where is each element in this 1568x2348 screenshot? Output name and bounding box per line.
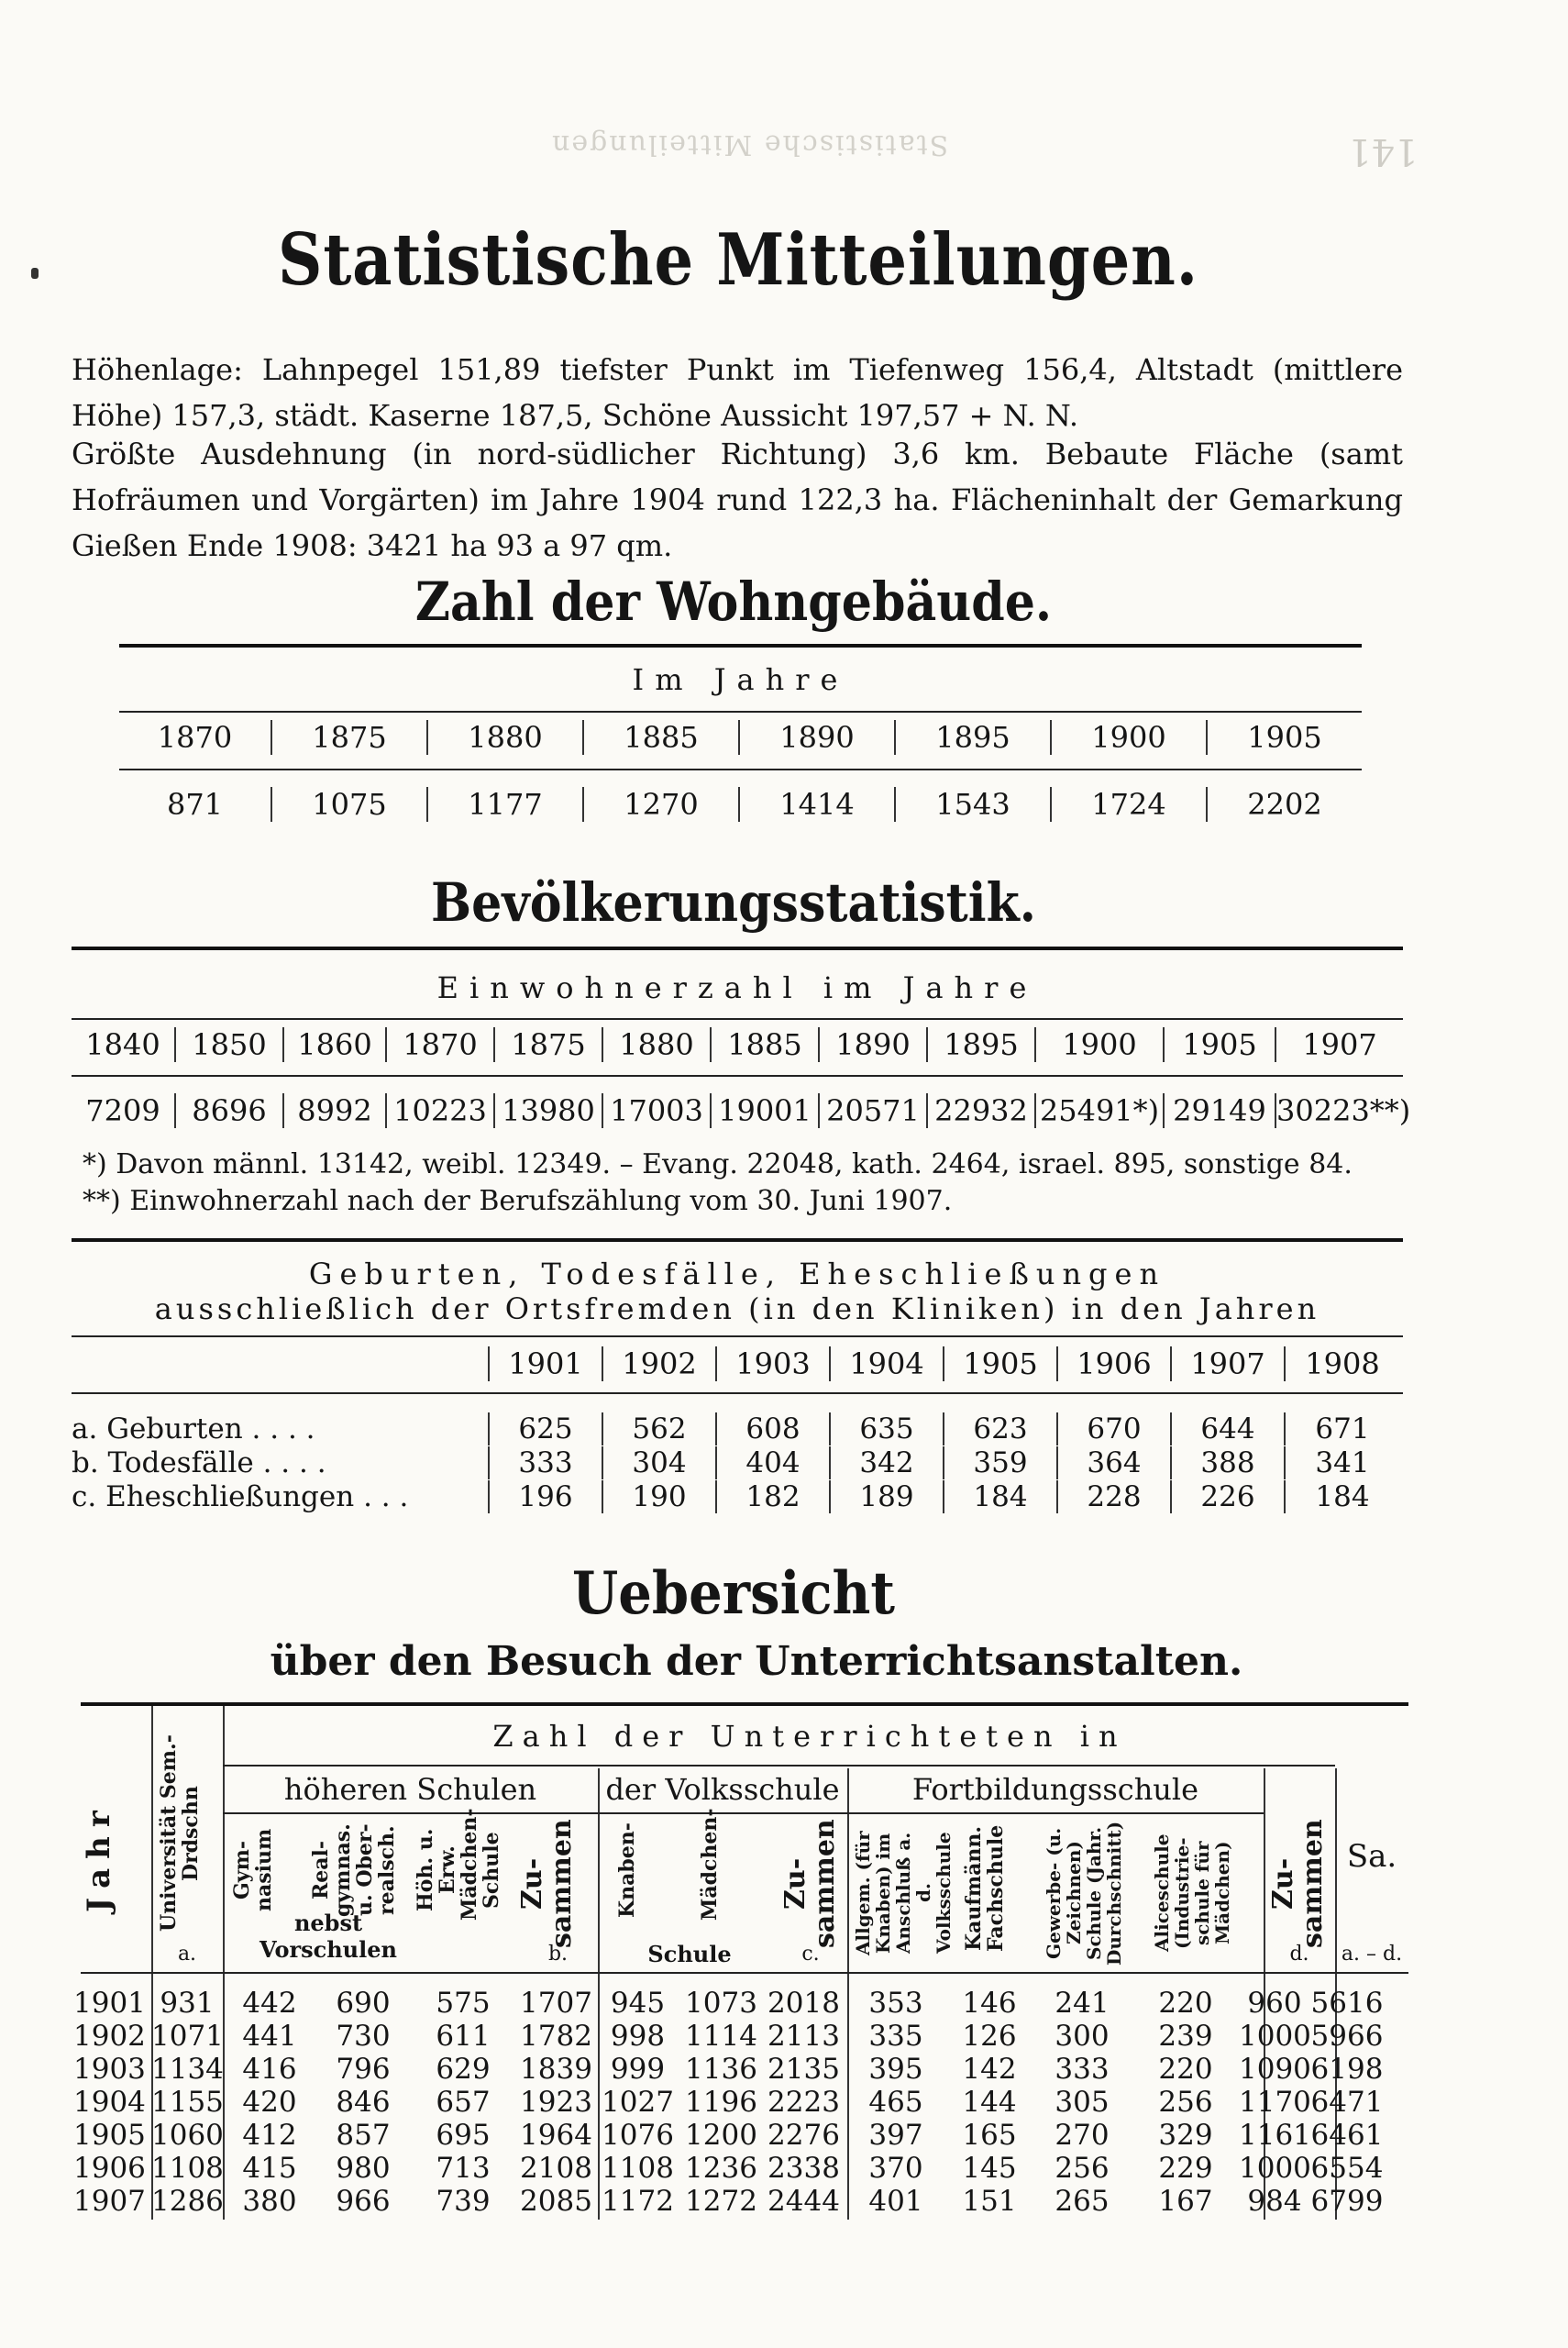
ueb-cell: 300 <box>1055 2020 1110 2053</box>
ueb-cell: 1134 <box>151 2053 224 2086</box>
geb-cell: 364 <box>1056 1446 1170 1479</box>
ueb-cell: 2444 <box>767 2185 840 2218</box>
ueb-row <box>73 2152 1384 2186</box>
wohn-value: 1414 <box>738 787 894 822</box>
ueb-cell: 401 <box>868 2185 923 2218</box>
ueb-cell: 6799 <box>1310 2185 1384 2218</box>
ueb-cell: 846 <box>336 2086 391 2119</box>
bev-value: 8992 <box>282 1093 385 1128</box>
ueb-cell: 2018 <box>767 1987 840 2020</box>
rule-geb-top <box>72 1238 1403 1242</box>
rule-wohn-lower <box>119 769 1362 770</box>
bev-value: 8696 <box>174 1093 282 1128</box>
nebst-vorschulen: nebst Vorschulen <box>259 1910 397 1963</box>
bev-footnote-2: **) Einwohnerzahl nach der Berufszählung vom 30. Juni 1907. <box>83 1185 953 1217</box>
wohn-value: 1075 <box>271 787 426 822</box>
ueb-cell: 2338 <box>767 2152 840 2185</box>
ueb-cell: 999 <box>610 2053 666 2086</box>
group-fortbildungsschule: Fortbildungsschule <box>911 1772 1199 1807</box>
wohn-year: 1900 <box>1050 720 1206 755</box>
ueb-cell: 1196 <box>685 2086 757 2119</box>
ueb-cell: 1027 <box>602 2086 674 2119</box>
ueb-cell: 146 <box>962 1987 1017 2020</box>
bev-value: 20571 <box>818 1093 926 1128</box>
ueb-cell: 241 <box>1055 1987 1110 2020</box>
paragraph-hoehenlage: Höhenlage: Lahnpegel 151,89 tiefster Punkt im Tiefenweg 156,4, Altstadt (mittlere Höhe) 157,3, städt. Kaserne 187,5, Schöne Aussicht 197,57 + N. N. <box>72 352 1403 433</box>
bev-value: 13980 <box>493 1093 602 1128</box>
col-zusammen-c: Zu-sammen <box>779 1819 841 1948</box>
geb-cell: 189 <box>829 1480 943 1513</box>
geb-year: 1901 <box>488 1346 602 1381</box>
ueb-cell: 629 <box>436 2053 491 2086</box>
geb-row <box>72 1446 1399 1479</box>
geb-year: 1906 <box>1056 1346 1170 1381</box>
ueb-cell: 1090 <box>1239 2053 1311 2086</box>
ueb-cell: 1200 <box>685 2119 757 2152</box>
label-a-d: a. – d. <box>1341 1943 1403 1966</box>
wohn-year: 1895 <box>894 720 1050 755</box>
bev-value: 19001 <box>710 1093 818 1128</box>
rule-bev-lower <box>72 1075 1403 1077</box>
ueb-cell: 465 <box>868 2086 923 2119</box>
ueb-cell: 380 <box>242 2185 297 2218</box>
col-hoehere-maedchen: Höh. u. Erw. Mädchen-Schule <box>414 1808 503 1921</box>
ueb-cell: 333 <box>1055 2053 1110 2086</box>
wohn-value: 871 <box>166 787 224 822</box>
section-subtitle-unterricht: über den Besuch der Unterrichtsanstalten. <box>270 1638 1243 1685</box>
col-knaben: Knaben- <box>615 1822 639 1918</box>
rule-bev-top <box>72 947 1403 950</box>
geb-years-row <box>488 1346 1403 1381</box>
ueb-cell: 1108 <box>151 2152 224 2185</box>
rule-ueb-body <box>81 1972 1408 1974</box>
col-gymnasium: Gym-nasium <box>230 1828 276 1912</box>
ueb-cell: 2223 <box>767 2086 840 2119</box>
ueb-cell: 1114 <box>685 2020 757 2053</box>
ueb-year: 1902 <box>73 2020 146 2053</box>
wohn-year: 1905 <box>1206 720 1362 755</box>
wohn-years-row <box>119 720 1362 755</box>
rule-wohn-mid <box>119 711 1362 713</box>
col-kaufmaennisch: Kaufmänn. Fachschule <box>962 1824 1008 1953</box>
geb-cell: 184 <box>943 1480 1056 1513</box>
ueb-cell: 575 <box>436 1987 491 2020</box>
col-universitaet: Universität Sem.-Drdschn <box>157 1734 203 1933</box>
ueb-cell: 1000 <box>1239 2152 1311 2185</box>
section-title-uebersicht: Uebersicht <box>571 1559 896 1628</box>
ueb-cell: 1000 <box>1239 2020 1311 2053</box>
geb-year: 1908 <box>1284 1346 1399 1381</box>
ueb-cell: 1236 <box>685 2152 757 2185</box>
bev-year: 1860 <box>282 1027 385 1062</box>
ueb-cell: 657 <box>436 2086 491 2119</box>
ueb-cell: 1076 <box>602 2119 674 2152</box>
bev-year: 1880 <box>602 1027 710 1062</box>
ueb-cell: 1060 <box>151 2119 224 2152</box>
ueb-cell: 441 <box>242 2020 297 2053</box>
ueb-cell: 695 <box>436 2119 491 2152</box>
ueb-cell: 2113 <box>767 2020 840 2053</box>
ueb-cell: 1782 <box>520 2020 592 2053</box>
ueb-cell: 1272 <box>685 2185 757 2218</box>
ueb-cell: 412 <box>242 2119 297 2152</box>
ueb-cell: 229 <box>1158 2152 1213 2185</box>
bev-value: 25491*) <box>1034 1093 1163 1128</box>
ueb-cell: 220 <box>1158 1987 1213 2020</box>
ueb-cell: 690 <box>336 1987 391 2020</box>
rule-ueb-sub <box>223 1812 1264 1814</box>
ueb-cell: 730 <box>336 2020 391 2053</box>
ueb-cell: 931 <box>160 1987 215 2020</box>
bev-year: 1890 <box>818 1027 926 1062</box>
ueb-cell: 1108 <box>602 2152 674 2185</box>
col-zusammen-d: Zu-sammen <box>1267 1819 1329 1948</box>
bev-values-row <box>72 1093 1411 1128</box>
section-title-wohngebaeude: Zahl der Wohngebäude. <box>414 570 1053 633</box>
geb-cell: 671 <box>1284 1412 1399 1445</box>
geb-cell: 635 <box>829 1412 943 1445</box>
bleed-through-header: Statistische Mitteilungen <box>550 128 949 161</box>
geb-cell: 670 <box>1056 1412 1170 1445</box>
bev-year: 1840 <box>85 1027 160 1062</box>
bev-value: 29149 <box>1163 1093 1275 1128</box>
ueb-cell: 126 <box>962 2020 1017 2053</box>
ueb-cell: 5616 <box>1310 1987 1384 2020</box>
geb-cell: 625 <box>488 1412 602 1445</box>
ueb-cell: 6461 <box>1310 2119 1384 2152</box>
ueb-cell: 256 <box>1158 2086 1213 2119</box>
label-d: d. <box>1289 1943 1309 1966</box>
ueb-cell: 5966 <box>1310 2020 1384 2053</box>
ueb-heading: Zahl der Unterrichteten in <box>492 1719 1127 1754</box>
ueb-cell: 397 <box>868 2119 923 2152</box>
geb-year: 1907 <box>1170 1346 1284 1381</box>
ueb-cell: 1839 <box>520 2053 592 2086</box>
ueb-year: 1907 <box>73 2185 146 2218</box>
geb-cell: 228 <box>1056 1480 1170 1513</box>
bev-years-row <box>72 1027 1403 1062</box>
rule-ueb-group <box>223 1765 1335 1767</box>
ueb-year: 1904 <box>73 2086 146 2119</box>
ueb-cell: 984 <box>1247 2185 1302 2218</box>
wohn-year: 1885 <box>582 720 738 755</box>
rule-wohn-top <box>119 644 1362 648</box>
ueb-year: 1905 <box>73 2119 146 2152</box>
ueb-cell: 270 <box>1055 2119 1110 2152</box>
ueb-cell: 256 <box>1055 2152 1110 2185</box>
geb-cell: 359 <box>943 1446 1056 1479</box>
wohn-values-row <box>119 787 1362 822</box>
bev-year: 1905 <box>1163 1027 1275 1062</box>
bev-heading: Einwohnerzahl im Jahre <box>436 970 1038 1005</box>
page-title: Statistische Mitteilungen. <box>278 218 1198 302</box>
ueb-cell: 1071 <box>151 2020 224 2053</box>
bev-year: 1875 <box>493 1027 602 1062</box>
ueb-cell: 220 <box>1158 2053 1213 2086</box>
geb-cell: 333 <box>488 1446 602 1479</box>
ueb-cell: 966 <box>336 2185 391 2218</box>
col-allgemein: Allgem. (für Knaben) im Anschluß a. d. Volksschule <box>852 1831 955 1955</box>
ueb-cell: 998 <box>610 2020 666 2053</box>
wohn-value: 1270 <box>582 787 738 822</box>
col-zusammen-b: Zu-sammen <box>516 1819 578 1948</box>
ueb-cell: 2108 <box>520 2152 592 2185</box>
geb-year: 1904 <box>829 1346 943 1381</box>
geb-row <box>72 1412 1399 1445</box>
ueb-cell: 713 <box>436 2152 491 2185</box>
ueb-cell: 960 <box>1247 1987 1302 2020</box>
ueb-cell: 370 <box>868 2152 923 2185</box>
group-hoehere-schulen: höheren Schulen <box>283 1772 537 1807</box>
jahr-label: Jahr <box>81 1801 117 1913</box>
geb-cell: 190 <box>602 1480 715 1513</box>
ueb-cell: 420 <box>242 2086 297 2119</box>
geb-row <box>72 1480 1399 1513</box>
wohn-value: 1543 <box>894 787 1050 822</box>
geb-cell: 623 <box>943 1412 1056 1445</box>
bev-year: 1850 <box>174 1027 282 1062</box>
ueb-cell: 144 <box>962 2086 1017 2119</box>
wohn-year: 1875 <box>271 720 426 755</box>
geb-cell: 196 <box>488 1480 602 1513</box>
geb-row-label: a. Geburten . . . . <box>72 1412 315 1445</box>
rule-ueb-top <box>81 1702 1408 1706</box>
bev-value: 17003 <box>602 1093 710 1128</box>
wohn-value: 2202 <box>1206 787 1362 822</box>
geb-year: 1905 <box>943 1346 1056 1381</box>
ueb-row <box>73 2086 1384 2120</box>
ueb-cell: 1172 <box>602 2185 674 2218</box>
bleed-through-pagenum: 141 <box>1348 130 1419 172</box>
ueb-row <box>73 2119 1384 2153</box>
ueb-row <box>73 2185 1384 2219</box>
bev-year: 1895 <box>926 1027 1034 1062</box>
bev-footnote-1: *) Davon männl. 13142, weibl. 12349. – Evang. 22048, kath. 2464, israel. 895, sonstige 84. <box>83 1148 1353 1180</box>
ueb-cell: 395 <box>868 2053 923 2086</box>
label-b: b. <box>547 1943 569 1966</box>
ueb-cell: 265 <box>1055 2185 1110 2218</box>
ueb-cell: 2135 <box>767 2053 840 2086</box>
ueb-cell: 6198 <box>1310 2053 1384 2086</box>
section-title-bevoelkerung: Bevölkerungsstatistik. <box>431 871 1036 934</box>
ueb-cell: 165 <box>962 2119 1017 2152</box>
ueb-cell: 167 <box>1158 2185 1213 2218</box>
wohn-year: 1880 <box>426 720 582 755</box>
ueb-cell: 1923 <box>520 2086 592 2119</box>
ueb-cell: 739 <box>436 2185 491 2218</box>
wohn-value: 1724 <box>1050 787 1206 822</box>
ueb-cell: 415 <box>242 2152 297 2185</box>
geb-cell: 184 <box>1284 1480 1399 1513</box>
wohn-value: 1177 <box>426 787 582 822</box>
group-volksschule: der Volksschule <box>605 1772 840 1807</box>
ueb-row <box>73 2020 1384 2054</box>
geb-cell: 304 <box>602 1446 715 1479</box>
geb-cell: 341 <box>1284 1446 1399 1479</box>
ueb-cell: 1707 <box>520 1987 592 2020</box>
ueb-cell: 329 <box>1158 2119 1213 2152</box>
ueb-cell: 796 <box>336 2053 391 2086</box>
ueb-cell: 1161 <box>1239 2119 1311 2152</box>
geb-row-label: b. Todesfälle . . . . <box>72 1446 326 1479</box>
ueb-cell: 6554 <box>1310 2152 1384 2185</box>
ueb-cell: 305 <box>1055 2086 1110 2119</box>
label-c: c. <box>801 1943 820 1966</box>
wohn-year: 1890 <box>738 720 894 755</box>
wohn-year: 1870 <box>157 720 233 755</box>
geb-year: 1902 <box>602 1346 715 1381</box>
bev-value: 7209 <box>85 1093 160 1128</box>
geb-cell: 644 <box>1170 1412 1284 1445</box>
ueb-row <box>73 2053 1384 2087</box>
ueb-cell: 442 <box>242 1987 297 2020</box>
ueb-row <box>73 1987 1384 2021</box>
ueb-year: 1903 <box>73 2053 146 2086</box>
ueb-cell: 611 <box>436 2020 491 2053</box>
geb-year: 1903 <box>715 1346 829 1381</box>
ueb-cell: 2085 <box>520 2185 592 2218</box>
ueb-cell: 1286 <box>151 2185 224 2218</box>
geb-heading-1: Geburten, Todesfälle, Eheschließungen <box>308 1257 1166 1291</box>
geb-cell: 388 <box>1170 1446 1284 1479</box>
ueb-cell: 1155 <box>151 2086 224 2119</box>
ueb-cell: 142 <box>962 2053 1017 2086</box>
ueb-cell: 335 <box>868 2020 923 2053</box>
sa-label: Sa. <box>1346 1838 1397 1875</box>
geb-heading-2: ausschließlich der Ortsfremden (in den Kliniken) in den Jahren <box>154 1291 1320 1326</box>
ueb-cell: 353 <box>868 1987 923 2020</box>
ueb-cell: 239 <box>1158 2020 1213 2053</box>
bev-value: 30223**) <box>1276 1093 1411 1128</box>
schule-label: Schule <box>647 1941 732 1967</box>
geb-row-label: c. Eheschließungen . . . <box>72 1480 409 1513</box>
ueb-cell: 6471 <box>1310 2086 1384 2119</box>
col-gewerbe: Gewerbe- (u. Zeichnen) Schule (Jahr. Durchschnitt) <box>1043 1821 1125 1966</box>
ueb-cell: 980 <box>336 2152 391 2185</box>
col-aliceschule: Aliceschule (Industrie-schule für Mädchen) <box>1151 1833 1233 1953</box>
rule-geb-lower <box>72 1392 1403 1394</box>
label-a: a. <box>177 1943 197 1966</box>
ueb-cell: 151 <box>962 2185 1017 2218</box>
geb-cell: 562 <box>602 1412 715 1445</box>
ink-mark <box>31 268 39 279</box>
ueb-cell: 1073 <box>685 1987 757 2020</box>
geb-cell: 342 <box>829 1446 943 1479</box>
ueb-cell: 1964 <box>520 2119 592 2152</box>
ueb-cell: 416 <box>242 2053 297 2086</box>
bev-value: 22932 <box>926 1093 1034 1128</box>
ueb-year: 1901 <box>73 1987 146 2020</box>
bev-year: 1900 <box>1034 1027 1163 1062</box>
bev-year: 1907 <box>1275 1027 1403 1062</box>
geb-cell: 404 <box>715 1446 829 1479</box>
bev-value: 10223 <box>385 1093 493 1128</box>
bev-year: 1885 <box>710 1027 818 1062</box>
ueb-cell: 2276 <box>767 2119 840 2152</box>
ueb-cell: 857 <box>336 2119 391 2152</box>
ueb-cell: 1170 <box>1239 2086 1311 2119</box>
geb-cell: 182 <box>715 1480 829 1513</box>
bev-year: 1870 <box>385 1027 493 1062</box>
col-realgymnasium: Real-gymnas. u. Ober-realsch. <box>309 1823 399 1917</box>
paragraph-ausdehnung: Größte Ausdehnung (in nord-südlicher Richtung) 3,6 km. Bebaute Fläche (samt Hofräumen und Vorgärten) im Jahre 1904 rund 122,3 ha. Flächeninhalt der Gemarkung Gießen Ende 1908: 3421 ha 93 a 97 qm. <box>72 437 1403 563</box>
rule-bev-mid <box>72 1018 1403 1020</box>
geb-cell: 226 <box>1170 1480 1284 1513</box>
wohn-heading: Im Jahre <box>632 662 849 697</box>
col-maedchen: Mädchen- <box>698 1808 722 1921</box>
ueb-cell: 145 <box>962 2152 1017 2185</box>
geb-cell: 608 <box>715 1412 829 1445</box>
ueb-cell: 945 <box>610 1987 666 2020</box>
ueb-cell: 1136 <box>685 2053 757 2086</box>
ueb-year: 1906 <box>73 2152 146 2185</box>
rule-geb-mid <box>72 1335 1403 1337</box>
